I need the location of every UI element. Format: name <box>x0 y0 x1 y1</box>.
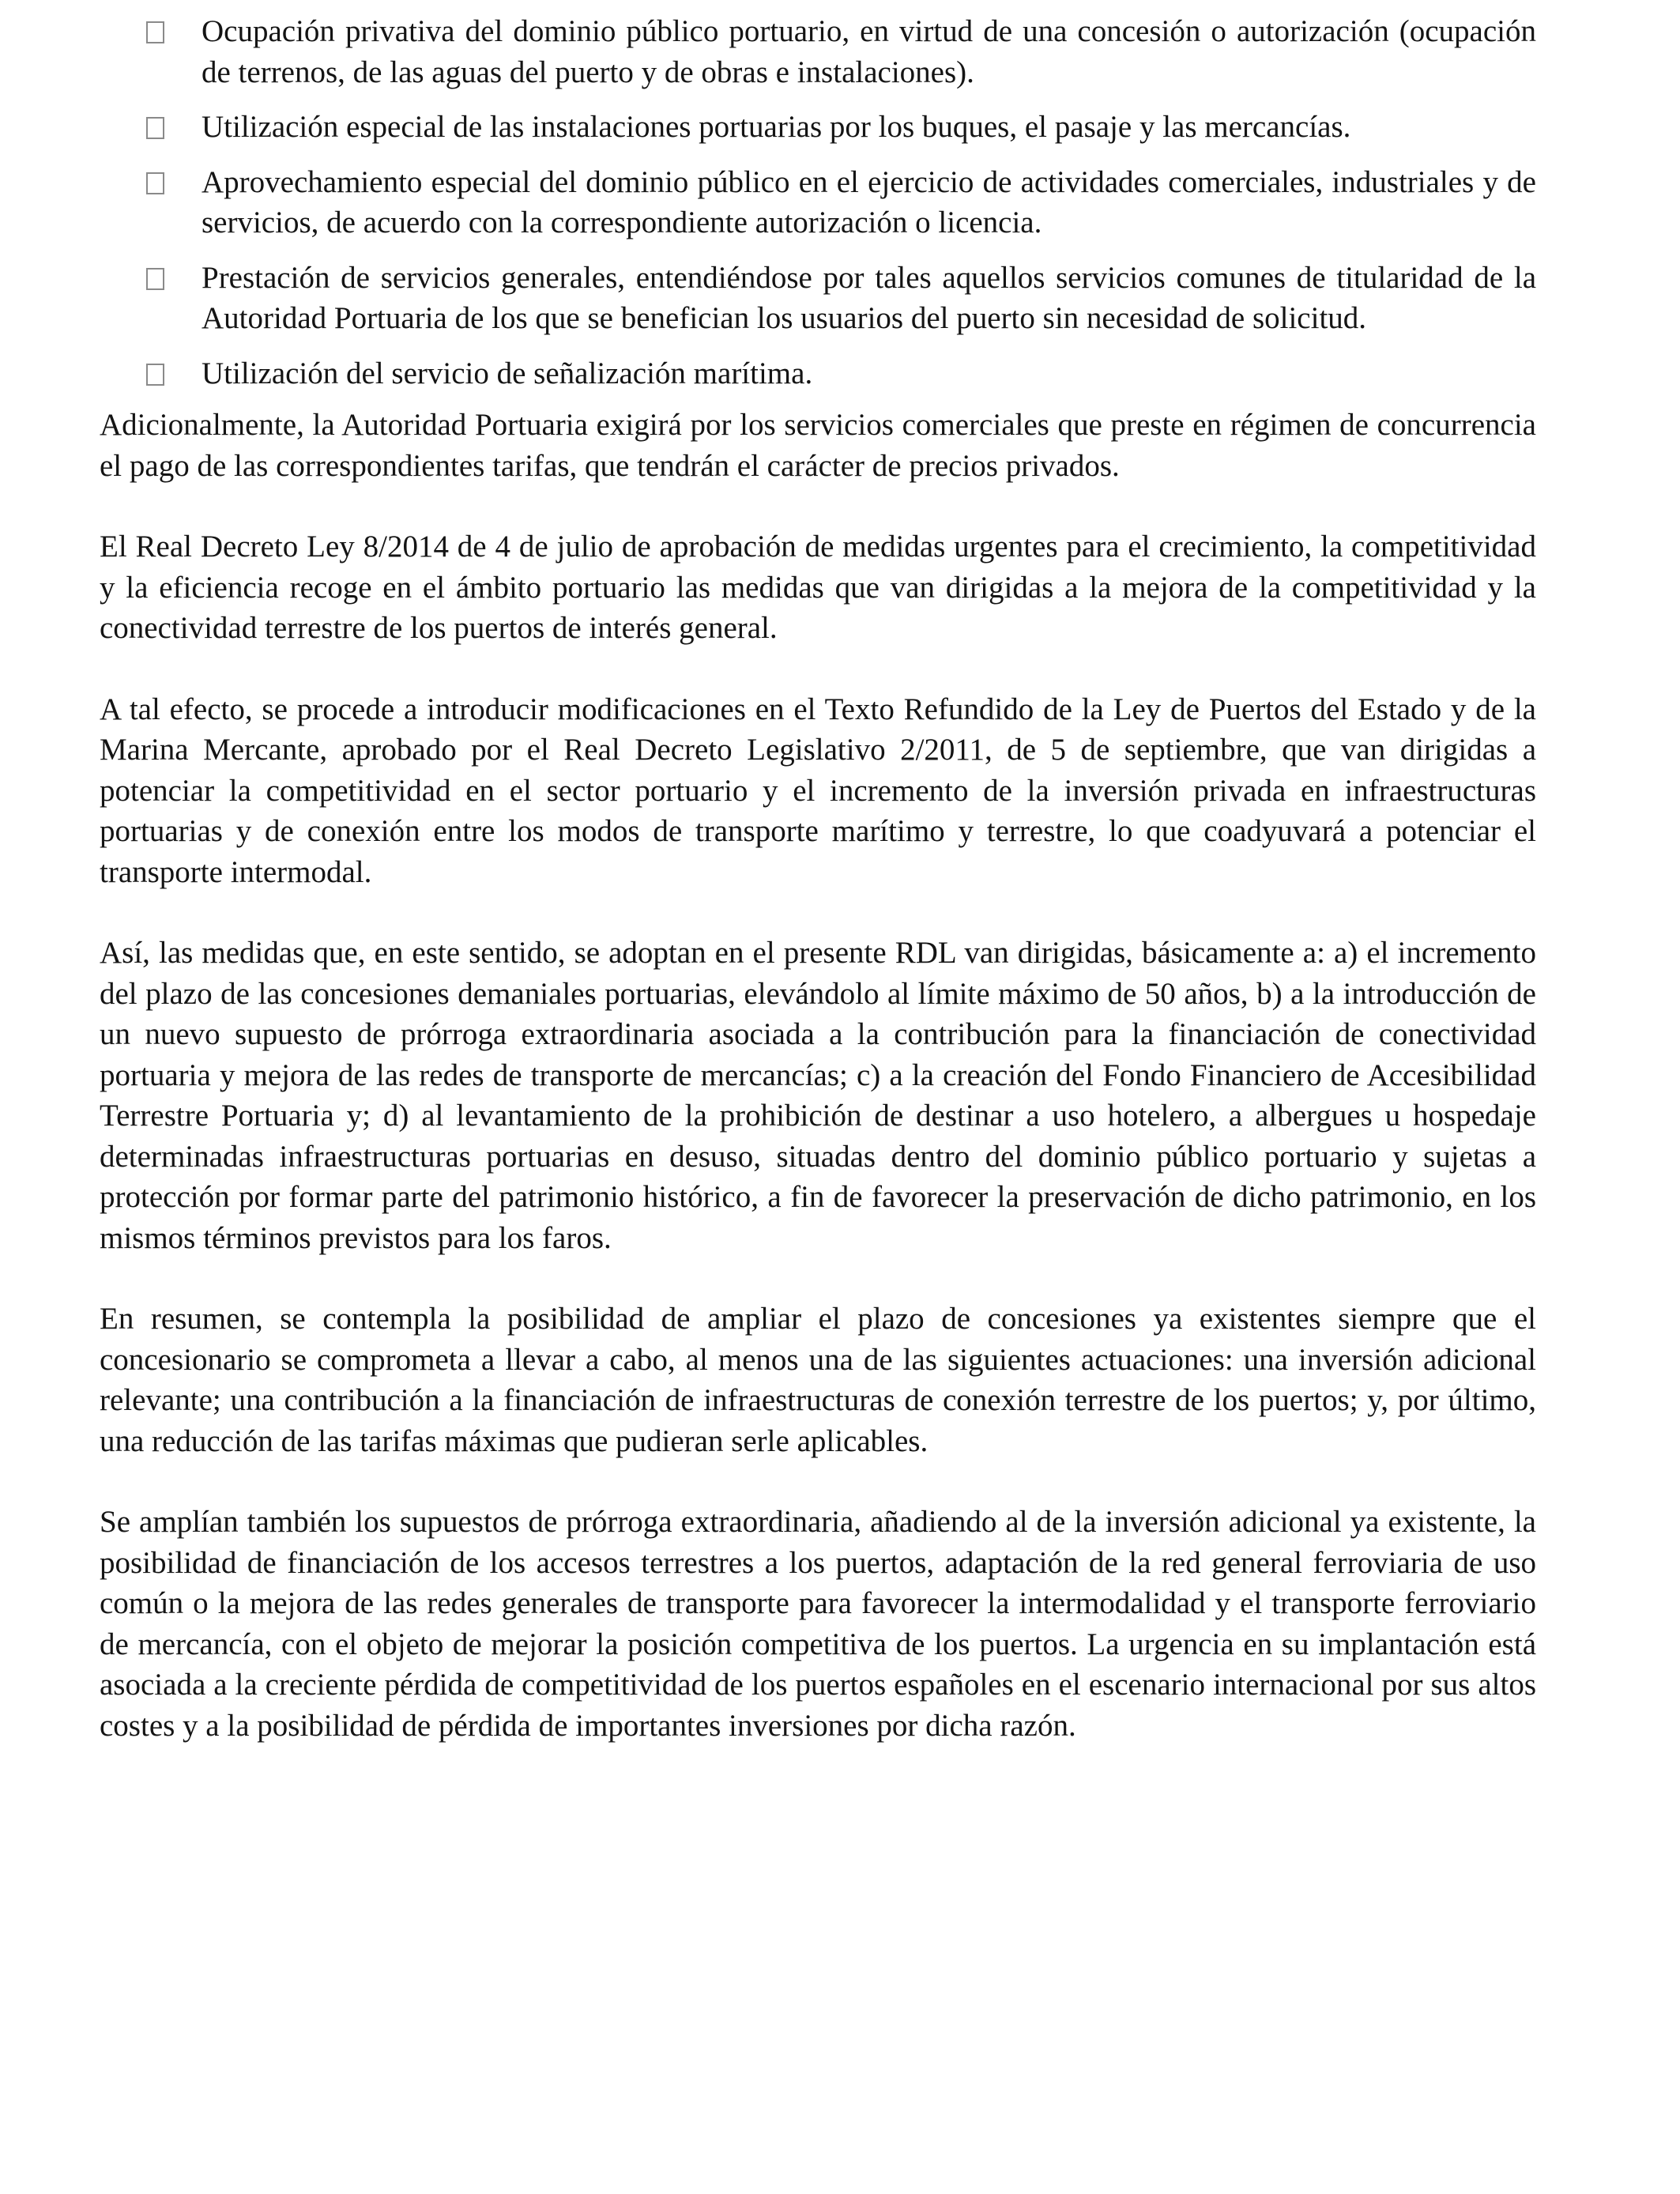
list-item-text: Utilización especial de las instalaciones portuarias por los buques, el pasaje y las mercancías. <box>202 110 1351 144</box>
list-item <box>100 258 1536 339</box>
unsupported-glyph-box-icon <box>146 268 164 290</box>
unsupported-glyph-box-icon <box>146 364 164 386</box>
list-item <box>100 11 1536 92</box>
list-item <box>100 162 1536 243</box>
list-item-text: Ocupación privativa del dominio público portuario, en virtud de una concesión o autorización (ocupación de terrenos, de las aguas del puerto y de obras e instalaciones). <box>202 14 1536 89</box>
list-item-text: Aprovechamiento especial del dominio público en el ejercicio de actividades comerciales, industriales y de servicios, de acuerdo con la correspondiente autorización o licencia. <box>202 164 1536 239</box>
body-paragraph: Adicionalmente, la Autoridad Portuaria exigirá por los servicios comerciales que preste en régimen de concurrencia el pago de las correspondientes tarifas, que tendrán el carácter de precios privados. <box>100 408 1536 483</box>
unsupported-glyph-box-icon <box>146 172 164 194</box>
body-paragraph: En resumen, se contempla la posibilidad de ampliar el plazo de concesiones ya existentes siempre que el concesionario se comprometa a llevar a cabo, al menos una de las siguientes actuaciones: una inversión adicional relevante; una contribución a la financiación de infraestructuras de conexión terrestre de los puertos; y, por último, una reducción de las tarifas máximas que pudieran serle aplicables. <box>100 1302 1536 1458</box>
list-item <box>100 353 1536 394</box>
list-item <box>100 107 1536 148</box>
body-paragraph: A tal efecto, se procede a introducir modificaciones en el Texto Refundido de la Ley de Puertos del Estado y de la Marina Mercante, aprobado por el Real Decreto Legislativo 2/2011, de 5 de septiembre, que van dirigidas a potenciar la competitividad en el sector portuario y el incremento de la inversión privada en infraestructuras portuarias y de conexión entre los modos de transporte marítimo y terrestre, lo que coadyuvará a potenciar el transporte intermodal. <box>100 692 1536 889</box>
document-page <box>100 11 1536 1786</box>
body-paragraph: Se amplían también los supuestos de prórroga extraordinaria, añadiendo al de la inversión adicional ya existente, la posibilidad de financiación de los accesos terrestres a los puertos, adaptación de la red general ferroviaria de uso común o la mejora de las redes generales de transporte para favorecer la intermodalidad y el transporte ferroviario de mercancía, con el objeto de mejorar la posición competitiva de los puertos. La urgencia en su implantación está asociada a la creciente pérdida de competitividad de los puertos españoles en el escenario internacional por sus altos costes y a la posibilidad de pérdida de importantes inversiones por dicha razón. <box>100 1505 1536 1743</box>
body-paragraph: Así, las medidas que, en este sentido, se adoptan en el presente RDL van dirigidas, básicamente a: a) el incremento del plazo de las concesiones demaniales portuarias, elevándolo al límite máximo de 50 años, b) a la introducción de un nuevo supuesto de prórroga extraordinaria asociada a la contribución para la financiación de conectividad portuaria y mejora de las redes de transporte de mercancías; c) a la creación del Fondo Financiero de Accesibilidad Terrestre Portuaria y; d) al levantamiento de la prohibición de destinar a uso hotelero, a albergues u hospedaje determinadas infraestructuras portuarias en desuso, situadas dentro del dominio público portuario y sujetas a protección por formar parte del patrimonio histórico, a fin de favorecer la preservación de dicho patrimonio, en los mismos términos previstos para los faros. <box>100 936 1536 1255</box>
list-item-text: Utilización del servicio de señalización marítima. <box>202 356 813 390</box>
list-item-text: Prestación de servicios generales, entendiéndose por tales aquellos servicios comunes de titularidad de la Autoridad Portuaria de los que se benefician los usuarios del puerto sin necesidad de solicitud. <box>202 260 1536 335</box>
unsupported-glyph-box-icon <box>146 21 164 43</box>
body-paragraph: El Real Decreto Ley 8/2014 de 4 de julio de aprobación de medidas urgentes para el crecimiento, la competitividad y la eficiencia recoge en el ámbito portuario las medidas que van dirigidas a la mejora de la competitividad y la conectividad terrestre de los puertos de interés general. <box>100 530 1536 645</box>
bullet-list <box>100 11 1536 394</box>
unsupported-glyph-box-icon <box>146 117 164 139</box>
